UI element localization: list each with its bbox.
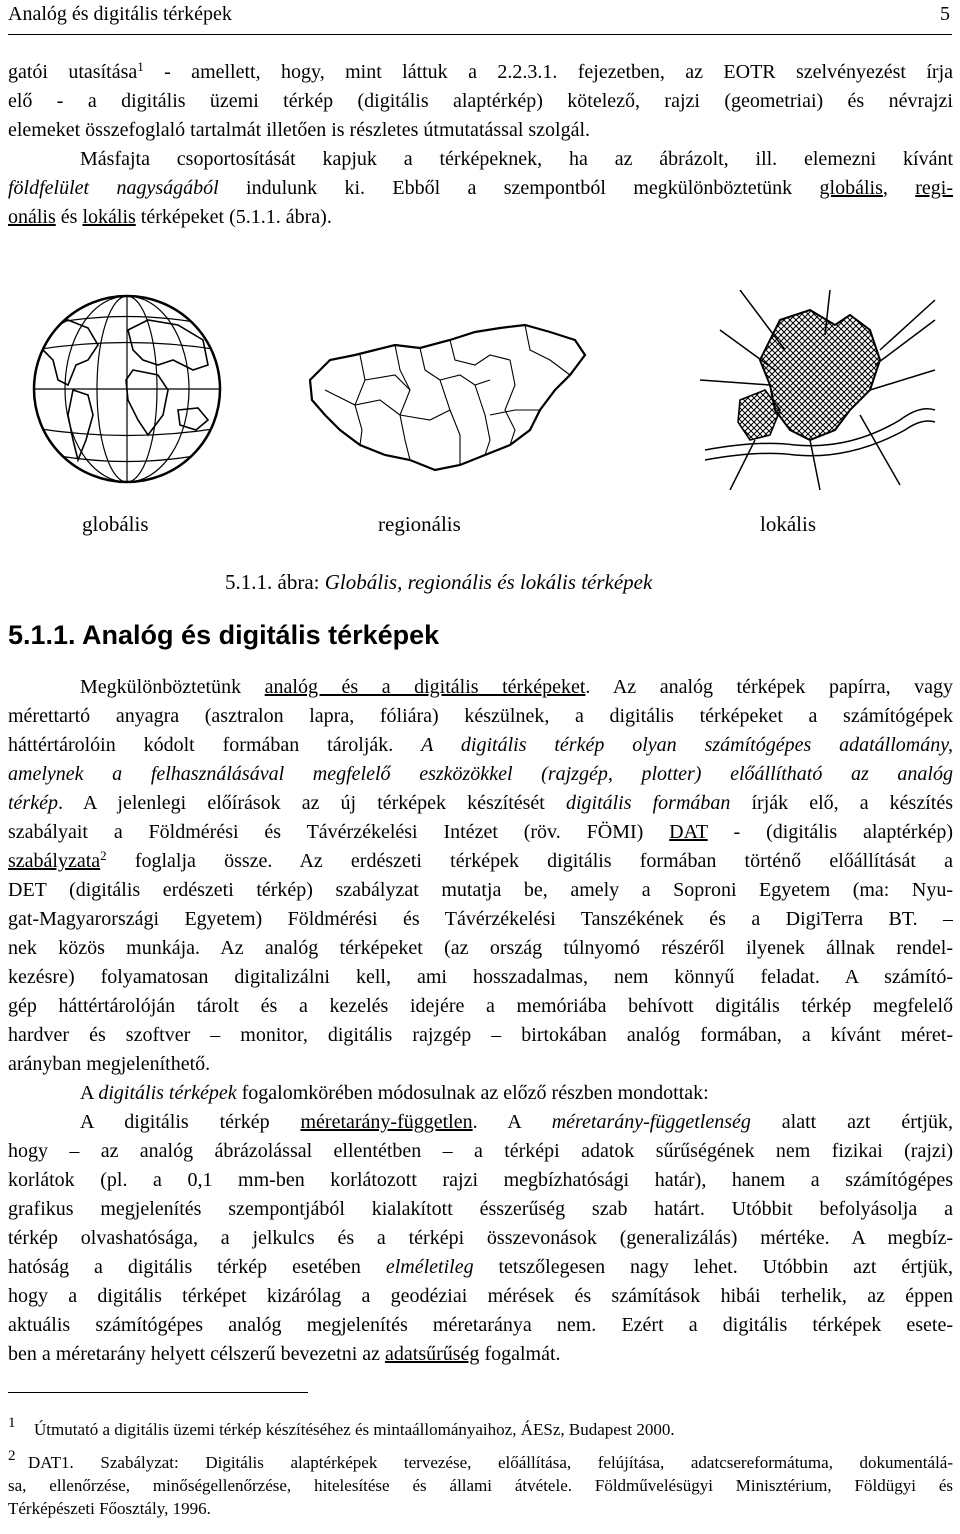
italic-run: földfelület nagyságából [8,177,219,199]
text-run: fogalomkörében módosulnak az előző részben mondottak: [236,1082,709,1104]
text-line [8,1224,953,1253]
text-line [8,934,953,963]
text-line [8,818,953,847]
text-line [8,1253,953,1282]
underlined-run: analóg és a digitális térképeket [264,676,586,698]
text-run: gép háttértárolóján tárolt és a kezelés idejére a memóriába behívott digitális térkép megfelelő [8,995,953,1017]
text-line: Másfajta csoportosítását kapjuk a térképeknek, ha az ábrázolt, ill. elemezni kívánt [80,148,953,170]
header-title: Analóg és digitális térképek [8,3,232,25]
footnote-text: Térképészeti Főosztály, 1996. [8,1499,211,1518]
text-run: A [80,1082,99,1104]
italic-run: térkép [8,792,58,814]
text-line [8,1195,953,1224]
text-run: grafikus megjelenítés szempontjából kialakított ésszerűség szab határt. Utóbbit befolyásolja a [8,1198,953,1220]
body-paragraph-2 [8,1079,953,1108]
footnote-text: Útmutató a digitális üzemi térkép készítéséhez és mintaállományaihoz, ÁESz, Budapest 2000. [34,1420,675,1439]
text-line: elemeket összefoglaló tartalmát illetően is részletes útmutatással szolgál. [8,119,591,141]
caption-number: 5.1.1. ábra: [225,570,320,594]
text-line [8,1282,953,1311]
text-run: írják elő, a készítés [730,792,953,814]
underlined-run: szabályzata [8,850,101,872]
text-run: szabályait a Földmérési és Távérzékelési Intézet (röv. FÖMI) [8,821,670,843]
label-regional: regionális [378,512,461,536]
hungary-map-illustration [300,320,590,490]
text-run: A digitális térkép [80,1111,301,1133]
underlined-run: onális [8,206,56,228]
text-line [8,174,953,203]
footnote-mark: 2 [8,1448,16,1464]
text-run: hogy – az analóg ábrázolással ellentétben – a térképi adatok sűrűségének nem fizikai (rajzi) [8,1140,953,1162]
body-paragraph-1 [8,673,953,1079]
footnote-ref: 2 [100,848,107,863]
label-local: lokális [760,512,816,536]
italic-run: digitális térképek [98,1082,237,1104]
text-run: térképeket (5.1.1. ábra). [135,206,332,228]
text-run: térkép olvashatósága, a jelkulcs és a térképi összevonások (generalizálás) mértéke. A megbíz- [8,1227,953,1249]
city-map-illustration [700,290,940,490]
text-line [8,847,953,876]
text-run: gat-Magyarországi Egyetem) Földmérési és Távérzékelési Tanszékének és a DigiTerra BT. – [8,908,953,930]
text-run: , [882,177,916,199]
text-run: ben a méretarány helyett célszerű bevezetni az [8,1343,386,1365]
text-line [8,203,953,232]
text-line [8,1079,953,1108]
text-line [8,905,953,934]
text-run: aktuális számítógépes analóg megjelenítés méretaránya nem. Ezért a digitális térképek esete- [8,1314,953,1336]
text-line [8,1311,953,1340]
text-run: tetszőlegesen nagy lehet. Utóbbin azt értjük, [473,1256,953,1278]
footnote-ref: 1 [137,59,144,74]
text-line [8,1137,953,1166]
text-line [8,876,953,905]
text-run: foglalja össze. Az erdészeti térképek digitális formában történő előállítását a [106,850,953,872]
text-line [8,1108,953,1137]
text-line [8,992,953,1021]
text-run: . Az analóg térképek papírra, vagy [585,676,953,698]
text-line [8,702,953,731]
text-run: - amellett, hogy, mint láttuk a 2.2.3.1. fejezetben, az EOTR szelvényezést írja [143,61,953,83]
text-run: korlátok (pl. a 0,1 mm-ben korlátozott rajzi megbízhatósági határ), hanem a számítógépes [8,1169,953,1191]
text-run: Megkülönböztetünk [80,676,265,698]
text-run: hogy a digitális térképet kizárólag a geodéziai mérések és számítások hibái terhelik, az éppen [8,1285,953,1307]
text-run: hardver és szoftver – monitor, digitális rajzgép – birtokában analóg formában, a kívánt méret- [8,1024,953,1046]
underlined-run: adatsűrűség [385,1343,480,1365]
page-header [8,0,952,35]
text-run: mérettartó anyagra (asztralon lapra, fóliára) készülnek, a digitális térképeket a számítógépek [8,705,953,727]
underlined-run: lokális [82,206,136,228]
text-line [8,731,953,760]
label-global: globális [82,512,149,536]
footnote-2 [8,1448,953,1520]
text-line [8,1340,953,1369]
footnote-text: sa, ellenőrzése, minőségellenőrzése, hitelesítése és állami átvétele. Földművelésügyi Minisztérium, Földügyi és [8,1476,953,1495]
italic-run: elméletileg [385,1256,474,1278]
underlined-run: méretarány-független [300,1111,473,1133]
text-line: elő - a digitális üzemi térkép (digitális alaptérkép) kötelező, rajzi (geometriai) és névrajzi [8,90,953,112]
italic-run: A digitális térkép olyan számítógépes adatállomány, [421,734,953,756]
intro-paragraph [8,58,953,232]
caption-text: Globális, regionális és lokális térképek [319,570,653,594]
footnote-text: DAT1. Szabályzat: Digitális alaptérképek tervezése, előállítása, felújítása, adatcsereformátuma, dokumentálá- [28,1453,953,1472]
body-paragraph-3 [8,1108,953,1369]
footnote-mark: 1 [8,1415,16,1431]
italic-run: amelynek a felhasználásával megfelelő eszközökkel (rajzgép, plotter) előállítható az analóg [8,763,953,785]
text-run: nek közös munkája. Az analóg térképeket (az ország túlnyomó részéről ilyenek állnak rendel- [8,937,953,959]
text-run: háttértárolóin kódolt formában tárolják. [8,734,422,756]
text-run: arányban megjeleníthető. [8,1053,211,1075]
footnote-separator [8,1392,308,1393]
text-line [8,1166,953,1195]
underlined-run: regi- [915,177,953,199]
text-line [8,760,953,789]
italic-run: digitális formában [565,792,731,814]
text-run: kezésre) folyamatosan digitalizálni kell, ami hosszadalmas, nem könnyű feladat. A számító- [8,966,953,988]
text-line [8,58,953,87]
text-run: és [55,206,83,228]
text-run: . A [472,1111,552,1133]
text-run: - (digitális alaptérkép) [707,821,953,843]
underlined-run: DAT [669,821,708,843]
globe-map-illustration [28,290,226,488]
text-line [8,1050,953,1079]
footnote-1 [8,1415,953,1441]
section-heading: 5.1.1. Analóg és digitális térképek [8,620,440,650]
text-run: DET (digitális erdészeti térkép) szabályzat mutatja be, amely a Soproni Egyetem (ma: Nyu- [8,879,953,901]
italic-run: méretarány-függetlenség [551,1111,751,1133]
text-run: hatóság a digitális térkép esetében [8,1256,386,1278]
text-run: gatói utasítása [8,61,138,83]
text-line [8,1021,953,1050]
text-run: fogalmát. [479,1343,561,1365]
text-line [8,673,953,702]
text-run: . A jelenlegi előírások az új térképek készítését [57,792,566,814]
text-line [8,963,953,992]
figure-caption [225,570,652,595]
underlined-run: globális [819,177,883,199]
text-line [8,789,953,818]
text-run: alatt azt értjük, [750,1111,953,1133]
text-run: indulunk ki. Ebből a szempontból megkülönböztetünk [218,177,820,199]
page-number: 5 [940,3,950,25]
